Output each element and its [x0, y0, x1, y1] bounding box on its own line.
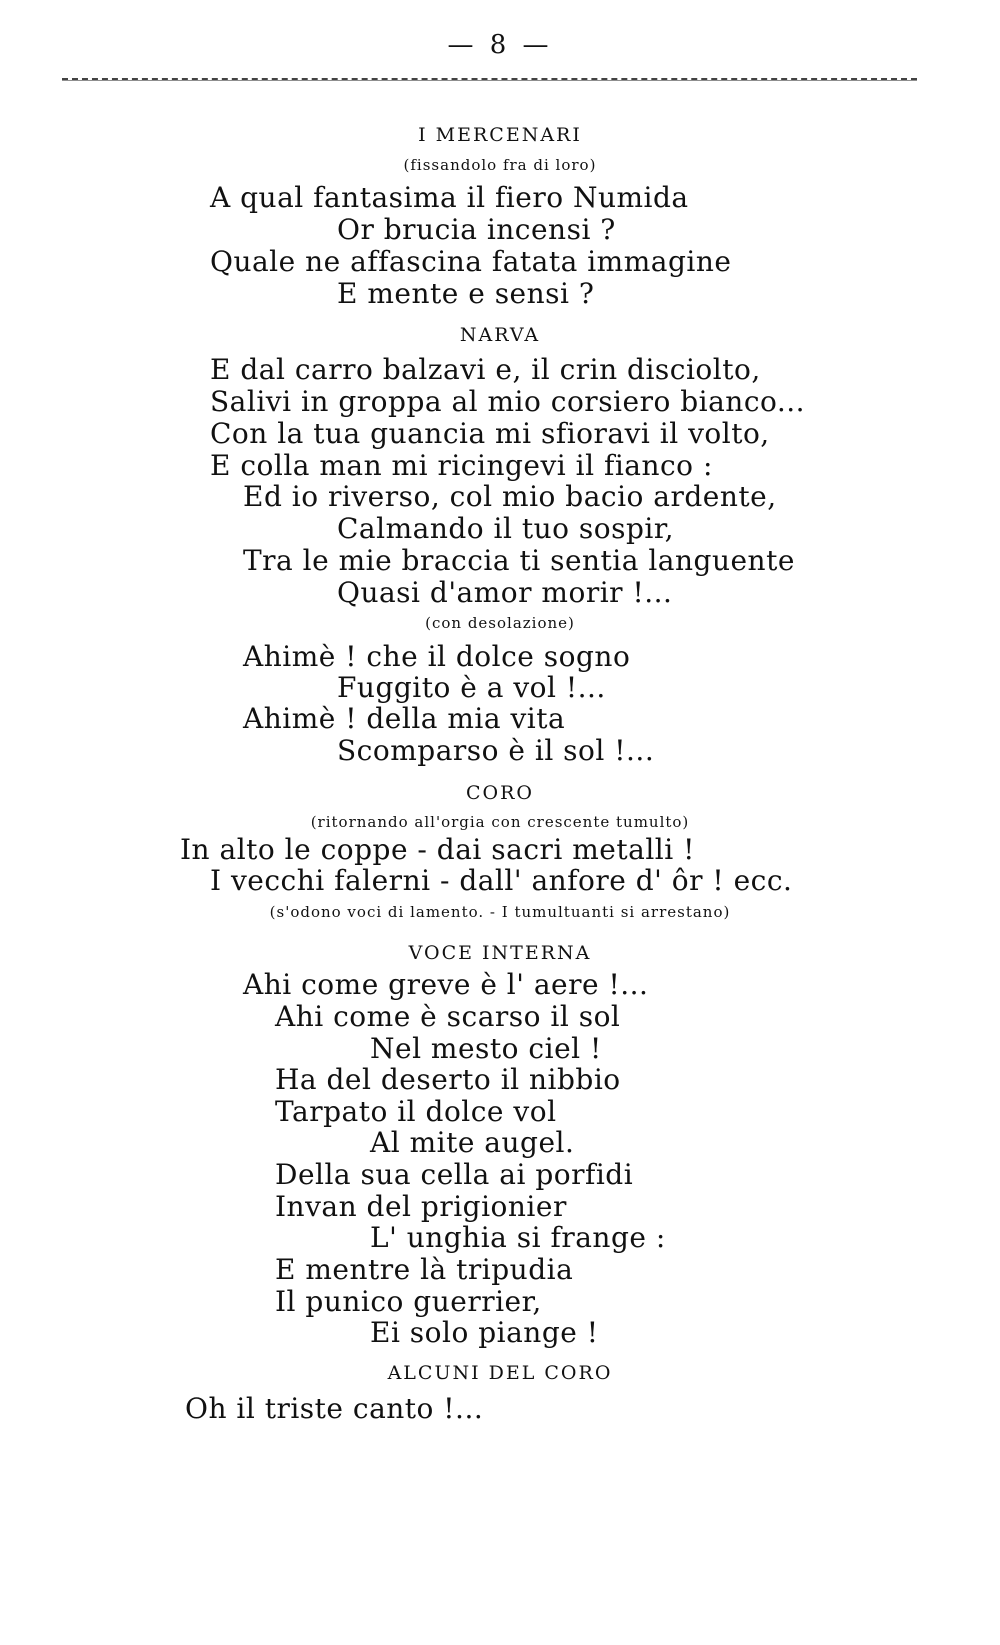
verse-line: I vecchi falerni - dall' anfore d' ôr ! ecc.	[210, 864, 793, 897]
speaker-mercenari: I MERCENARI	[418, 124, 582, 146]
verse-line: Scomparso è il sol !...	[337, 734, 655, 767]
verse-line: Ei solo piange !	[370, 1316, 599, 1349]
stage-direction: (ritornando all'orgia con crescente tumulto)	[310, 813, 690, 831]
speaker-narva: NARVA	[459, 324, 541, 346]
verse-line: L' unghia si frange :	[370, 1221, 666, 1254]
verse-line: Oh il triste canto !...	[185, 1392, 484, 1425]
verse-line: Ed io riverso, col mio bacio ardente,	[243, 480, 777, 513]
verse-line: Ha del deserto il nibbio	[275, 1063, 621, 1096]
verse-line: Fuggito è a vol !...	[337, 671, 606, 704]
speaker-voce-interna: VOCE INTERNA	[408, 942, 592, 964]
verse-line: E dal carro balzavi e, il crin disciolto,	[210, 353, 761, 386]
verse-line: Nel mesto ciel !	[370, 1032, 602, 1065]
speaker-alcuni-del-coro: ALCUNI DEL CORO	[387, 1362, 613, 1384]
verse-line: In alto le coppe - dai sacri metalli !	[180, 833, 695, 866]
verse-line: E colla man mi ricingevi il fianco :	[210, 449, 713, 482]
verse-line: Ahimè ! della mia vita	[243, 702, 566, 735]
verse-line: Ahi come è scarso il sol	[275, 1000, 621, 1033]
stage-direction: (con desolazione)	[425, 614, 575, 632]
verse-line: Ahi come greve è l' aere !...	[243, 968, 649, 1001]
verse-line: Quasi d'amor morir !...	[337, 576, 673, 609]
header-rule-underline	[62, 80, 917, 81]
verse-line: Or brucia incensi ?	[337, 213, 616, 246]
verse-line: Al mite augel.	[370, 1126, 575, 1159]
verse-line: Calmando il tuo sospir,	[337, 512, 675, 545]
verse-line: Salivi in groppa al mio corsiero bianco...	[210, 385, 806, 418]
verse-line: Invan del prigionier	[275, 1190, 567, 1223]
page-number: — 8 —	[447, 30, 553, 60]
verse-line: E mente e sensi ?	[337, 277, 595, 310]
verse-line: Ahimè ! che il dolce sogno	[243, 640, 631, 673]
speaker-coro: CORO	[466, 782, 534, 804]
verse-line: Della sua cella ai porfidi	[275, 1158, 634, 1191]
verse-line: Con la tua guancia mi sfioravi il volto,	[210, 417, 770, 450]
verse-line: E mentre là tripudia	[275, 1253, 574, 1286]
stage-direction: (fissandolo fra di loro)	[403, 156, 597, 174]
stage-direction: (s'odono voci di lamento. - I tumultuanti si arrestano)	[269, 903, 731, 921]
verse-line: Quale ne affascina fatata immagine	[210, 245, 732, 278]
verse-line: Tarpato il dolce vol	[275, 1095, 557, 1128]
verse-line: Tra le mie braccia ti sentia languente	[243, 544, 795, 577]
verse-line: Il punico guerrier,	[275, 1285, 542, 1318]
verse-line: A qual fantasima il fiero Numida	[210, 181, 689, 214]
